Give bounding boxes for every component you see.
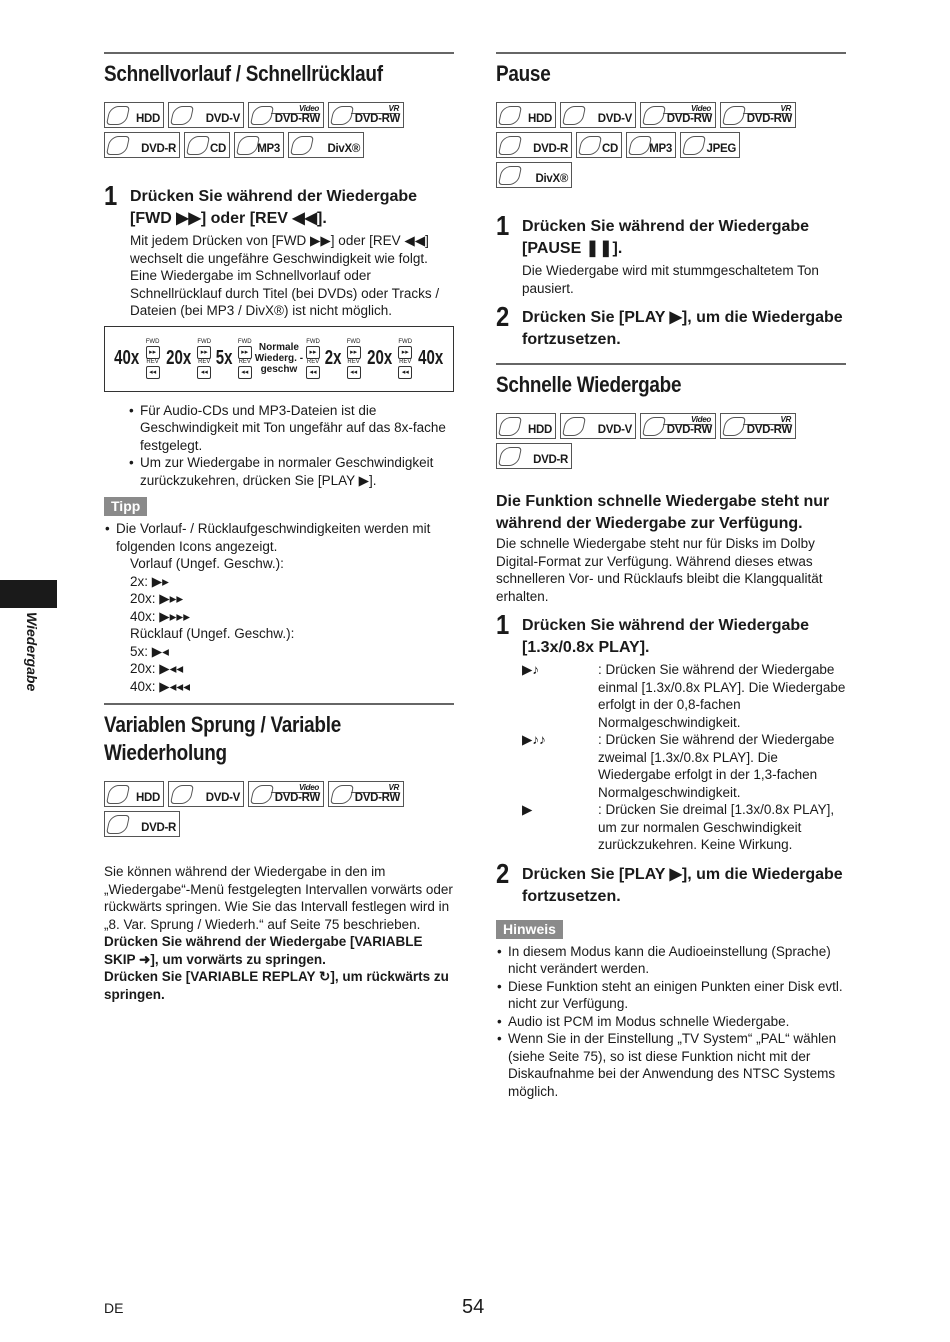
variable-skip-body: Sie können während der Wiedergabe in den im „Wiedergabe“-Menü festgelegten Intervallen vorwärts oder rückwärts springen. Wie Sie das Intervall festlegen wird in „8. Var. Sprung / Wiederh.“ auf Seite 75 beschrieben. (104, 864, 453, 932)
speed-value: 20x (165, 347, 191, 369)
fast-playback-intro-bold: Die Funktion schnelle Wiedergabe steht nur während der Wiedergabe zur Verfügung. (496, 493, 830, 532)
rev-button-icon: ◂◂ (238, 366, 252, 379)
tip-speed-line: 5x: ▶◂ (130, 643, 169, 659)
badge-label: DVD-RW (666, 113, 712, 125)
tip-speed-line: 40x: ▶◂◂◂ (130, 678, 190, 694)
disc-badge-dvd-v (168, 781, 244, 807)
badge-label: HDD (527, 424, 552, 436)
step-heading: Drücken Sie während der Wiedergabe [PAUSE ❚❚]. (522, 218, 810, 257)
sidebar-tab (0, 580, 57, 608)
footer-language: DE (104, 1300, 124, 1316)
disc-badge-divx (496, 162, 572, 188)
section-title-pause: Pause (496, 61, 551, 86)
disc-badge-mp3 (234, 132, 284, 158)
note-item: • Für Audio-CDs und MP3-Dateien ist die Geschwindigkeit mit Ton ungefähr auf das 8x-fache festgelegt. (140, 402, 454, 455)
badge-label: DVD-R (533, 143, 568, 155)
disc-badge-hdd (104, 102, 164, 128)
note-item: • Um zur Wiedergabe in normaler Geschwindigkeit zurückzukehren, drücken Sie [PLAY ▶]. (140, 454, 454, 489)
fwd-button-icon: ▸▸ (146, 346, 160, 359)
rev-label: REV (306, 358, 320, 365)
badge-label: HDD (527, 113, 552, 125)
step-1 (496, 609, 846, 854)
step-2 (496, 301, 846, 351)
step-1 (104, 180, 454, 320)
tip-speed-line: 40x: ▶▸▸▸ (130, 608, 190, 624)
fwd-label: FWD (346, 338, 361, 345)
badge-label: DivX® (535, 173, 568, 185)
playback-mode-text: : Drücken Sie während der Wiedergabe einmal [1.3x/0.8x PLAY]. Die Wiedergabe erfolgt in der 0,8-fachen Normalgeschwindigkeit. (598, 662, 846, 730)
badge-format-label: Video (691, 415, 711, 424)
fwd-label: FWD (398, 338, 413, 345)
tip-speed-line: 20x: ▶▸▸ (130, 591, 184, 606)
tip-speed-line: 2x: ▶▸ (130, 573, 169, 589)
playback-mode-icon: ▶♪♪ (522, 732, 546, 747)
playback-mode-text: : Drücken Sie dreimal [1.3x/0.8x PLAY], um zur normalen Geschwindigkeit zurückzukehren. Keine Wirkung. (598, 802, 835, 852)
right-column (496, 52, 846, 1100)
badge-label: DVD-R (533, 454, 568, 466)
speed-value: 40x (418, 347, 444, 369)
step-number: 1 (104, 180, 118, 211)
step-number: 1 (496, 210, 510, 241)
section-title-fast-forward: Schnellvorlauf / Schnellrücklauf (104, 61, 383, 86)
note-item: • Audio ist PCM im Modus schnelle Wiedergabe. (508, 1013, 846, 1031)
step-heading: Drücken Sie [PLAY ▶], um die Wiedergabe fortzusetzen. (522, 309, 843, 348)
fwd-rev-buttons (197, 339, 211, 379)
badge-label: CD (601, 143, 618, 155)
step-body: Die Wiedergabe wird mit stummgeschaltetem Ton pausiert. (522, 263, 819, 296)
fwd-button-icon: ▸▸ (306, 346, 320, 359)
step-heading: Drücken Sie während der Wiedergabe [1.3x/0.8x PLAY]. (522, 617, 810, 656)
disc-badge-cd (184, 132, 230, 158)
note-item: • In diesem Modus kann die Audioeinstellung (Sprache) nicht verändert werden. (508, 943, 846, 978)
badge-label: CD (209, 143, 226, 155)
step-number: 2 (496, 857, 510, 889)
badge-label: DVD-V (205, 792, 240, 804)
fwd-button-icon: ▸▸ (238, 346, 252, 359)
disc-badges (104, 102, 404, 158)
fwd-label: FWD (145, 338, 160, 345)
disc-badges (496, 102, 806, 188)
fwd-label: FWD (237, 338, 252, 345)
tip-speed-line: 20x: ▶◂◂ (130, 661, 184, 676)
rev-button-icon: ◂◂ (347, 366, 361, 379)
fwd-rev-buttons (306, 339, 320, 379)
tip-speed-lines (104, 555, 454, 695)
section-rule (104, 52, 454, 54)
badge-label: JPEG (706, 143, 736, 155)
fast-playback-intro: Die schnelle Wiedergabe steht nur für Disks im Dolby Digital-Format zur Verfügung. Während dieses etwas schnelleren Vor- und Rücklaufs bleibt die Klangqualität erhalten. (496, 536, 823, 604)
rev-label: REV (399, 358, 412, 365)
badge-label: DVD-RW (354, 113, 400, 125)
fwd-rev-buttons (347, 339, 361, 379)
speed-diagram (104, 326, 454, 392)
badge-format-label: Video (299, 783, 319, 792)
speed-value: 20x (366, 347, 392, 369)
step-heading: Drücken Sie während der Wiedergabe [FWD ▶▶] oder [REV ◀◀]. (130, 188, 418, 227)
fwd-button-icon: ▸▸ (197, 346, 211, 359)
step-number: 1 (496, 609, 510, 640)
left-column (104, 52, 454, 1003)
speed-value: 2x (324, 347, 342, 369)
fwd-label: FWD (197, 338, 212, 345)
note-label: Hinweis (496, 920, 563, 939)
disc-badge-cd (576, 132, 622, 158)
badge-label: DVD-RW (274, 113, 320, 125)
disc-badge-hdd (496, 413, 556, 439)
step-1 (496, 210, 846, 297)
badge-label: MP3 (649, 143, 672, 155)
tip-speed-line: Vorlauf (Ungef. Geschw.): (130, 556, 284, 571)
disc-badge-hdd (496, 102, 556, 128)
step-heading: Drücken Sie [PLAY ▶], um die Wiedergabe fortzusetzen. (522, 865, 843, 905)
badge-label: DVD-RW (666, 424, 712, 436)
section-rule (496, 363, 846, 365)
note-item: • Diese Funktion steht an einigen Punkten einer Disk evtl. nicht zur Verfügung. (508, 978, 846, 1013)
badge-format-label: VR (388, 783, 399, 792)
note-item: • Wenn Sie in der Einstellung „TV System“ „PAL“ wählen (siehe Seite 75), so ist diese Funktion nicht mit der Diskaufnahme bei der Anwendung des NTSC Systems möglich. (508, 1030, 846, 1100)
disc-badge-dvd-r (496, 132, 572, 158)
note-list (496, 943, 846, 1101)
normal-speed-label: Normale Wiederg. -geschw (254, 342, 304, 375)
badge-label: HDD (135, 113, 160, 125)
disc-badge-dvd-r (496, 443, 572, 469)
disc-badges (496, 413, 796, 469)
fwd-label: FWD (306, 338, 320, 345)
sidebar-label: Wiedergabe (24, 612, 40, 692)
disc-badge-divx (288, 132, 364, 158)
disc-badges (104, 781, 404, 837)
disc-badge-dvd-v (168, 102, 244, 128)
speed-value: 5x (216, 347, 233, 369)
disc-badge-dvd-rw (720, 102, 796, 128)
variable-replay-instruction: Drücken Sie [VARIABLE REPLAY ↻], um rückwärts zu springen. (104, 969, 449, 1002)
fwd-button-icon: ▸▸ (398, 346, 412, 359)
page-number: 54 (462, 1296, 485, 1318)
rev-button-icon: ◂◂ (146, 366, 160, 379)
badge-format-label: VR (388, 104, 399, 113)
speed-value: 40x (114, 347, 140, 369)
disc-badge-dvd-v (560, 413, 636, 439)
badge-label: MP3 (257, 143, 280, 155)
rev-button-icon: ◂◂ (197, 366, 211, 379)
disc-badge-hdd (104, 781, 164, 807)
rev-label: REV (146, 358, 159, 365)
step-body: Mit jedem Drücken von [FWD ▶▶] oder [REV ◀◀] wechselt die ungefähre Geschwindigkeit wie folgt. Eine Wiedergabe im Schnellvorlauf oder Schnellrücklauf durch Titel (bei DVDs) oder Tracks / Dateien (bei MP3 / DivX®) ist nicht möglich. (130, 233, 440, 318)
fwd-button-icon: ▸▸ (347, 346, 361, 359)
playback-mode-icon: ▶ (522, 802, 533, 817)
badge-label: DVD-RW (746, 424, 792, 436)
badge-label: DVD-V (597, 424, 632, 436)
disc-badge-dvd-rw (248, 781, 324, 807)
disc-badge-jpeg (680, 132, 740, 158)
rev-label: REV (198, 358, 211, 365)
rev-label: REV (238, 358, 251, 365)
disc-badge-dvd-rw (640, 413, 716, 439)
rev-label: REV (347, 358, 360, 365)
badge-label: DVD-V (597, 113, 632, 125)
section-title-variable-skip: Variablen Sprung / Variable Wiederholung (104, 712, 341, 765)
disc-badge-dvd-rw (720, 413, 796, 439)
tip-list (104, 520, 454, 555)
badge-label: DVD-RW (354, 792, 400, 804)
disc-badge-dvd-rw (328, 781, 404, 807)
playback-mode-icon: ▶♪ (522, 662, 540, 677)
badge-format-label: VR (780, 104, 791, 113)
badge-label: DVD-R (141, 143, 176, 155)
playback-modes (522, 661, 846, 854)
badge-label: DVD-RW (274, 792, 320, 804)
tip-label: Tipp (104, 497, 147, 516)
fwd-rev-buttons (146, 339, 160, 379)
badge-label: HDD (135, 792, 160, 804)
variable-skip-instruction: Drücken Sie während der Wiedergabe [VARIABLE SKIP ➜], um vorwärts zu springen. (104, 934, 423, 967)
disc-badge-dvd-rw (248, 102, 324, 128)
section-title-fast-playback: Schnelle Wiedergabe (496, 372, 682, 397)
rev-button-icon: ◂◂ (398, 366, 412, 379)
badge-format-label: Video (299, 104, 319, 113)
badge-format-label: VR (780, 415, 791, 424)
step-2 (496, 857, 846, 908)
badge-label: DVD-R (141, 822, 176, 834)
badge-label: DVD-V (205, 113, 240, 125)
badge-format-label: Video (691, 104, 711, 113)
section-rule (104, 703, 454, 705)
section-rule (496, 52, 846, 54)
disc-badge-dvd-r (104, 811, 180, 837)
disc-badge-dvd-rw (640, 102, 716, 128)
note-list (104, 402, 454, 490)
disc-badge-dvd-v (560, 102, 636, 128)
fwd-rev-buttons (238, 339, 252, 379)
badge-label: DivX® (327, 143, 360, 155)
tip-speed-line: Rücklauf (Ungef. Geschw.): (130, 626, 295, 641)
fwd-rev-buttons (398, 339, 412, 379)
rev-button-icon: ◂◂ (306, 366, 320, 379)
disc-badge-mp3 (626, 132, 676, 158)
badge-label: DVD-RW (746, 113, 792, 125)
playback-mode-text: : Drücken Sie während der Wiedergabe zweimal [1.3x/0.8x PLAY]. Die Wiedergabe erfolgt in der 1,3-fachen Normalgeschwindigkeit. (598, 732, 835, 800)
step-number: 2 (496, 301, 510, 332)
tip-text: • Die Vorlauf- / Rücklaufgeschwindigkeiten werden mit folgenden Icons angezeigt. (116, 520, 454, 555)
disc-badge-dvd-r (104, 132, 180, 158)
disc-badge-dvd-rw (328, 102, 404, 128)
